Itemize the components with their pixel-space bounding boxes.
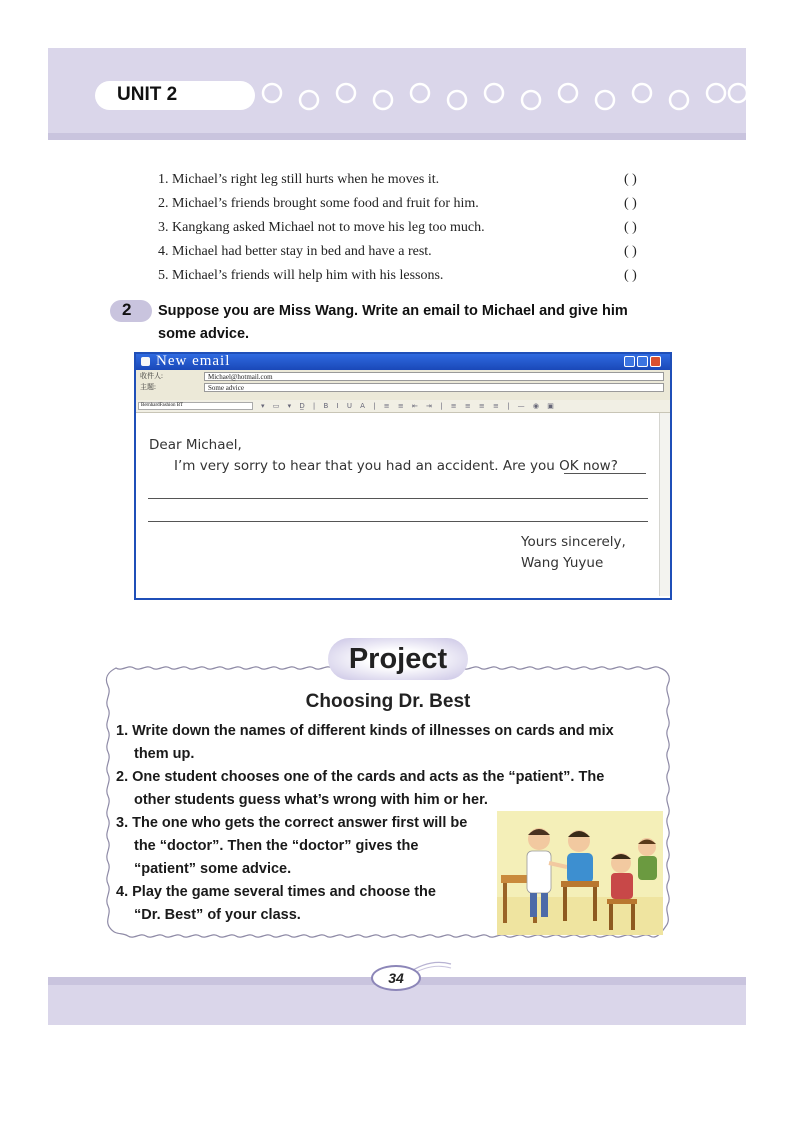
deco-circle — [411, 84, 429, 102]
header-stripe — [48, 133, 746, 140]
list-item — [158, 168, 668, 192]
deco-circle — [633, 84, 651, 102]
task-instruction-line: some advice. — [158, 326, 250, 342]
writing-line — [148, 498, 648, 499]
project-step-line: 2. One student chooses one of the cards and acts as the “patient”. The — [116, 769, 605, 785]
task-number: 2 — [122, 300, 132, 319]
question-text: 4. Michael had better stay in bed and have a rest. — [158, 244, 432, 259]
question-text: 3. Kangkang asked Michael not to move his leg too much. — [158, 220, 485, 235]
project-step-line: “Dr. Best” of your class. — [134, 907, 301, 923]
project-step — [116, 812, 467, 881]
list-item — [158, 240, 668, 264]
close-button[interactable] — [650, 356, 661, 367]
to-label: 收件人: — [140, 372, 163, 380]
doctor-patient-illustration — [497, 811, 663, 935]
decorative-circles — [258, 80, 746, 114]
writing-line — [148, 521, 648, 522]
answer-blank[interactable]: ( ) — [624, 172, 637, 187]
to-field[interactable]: Michael@hotmail.com — [204, 372, 664, 381]
minimize-button[interactable] — [624, 356, 635, 367]
email-window — [134, 352, 672, 600]
true-false-list — [158, 168, 668, 288]
font-select[interactable]: BernhardFashion BT — [138, 402, 253, 410]
answer-blank[interactable]: ( ) — [624, 268, 637, 283]
email-signature: Wang Yuyue — [521, 555, 604, 571]
project-heading: Project — [348, 643, 448, 675]
answer-blank[interactable]: ( ) — [624, 220, 637, 235]
project-step-line: “patient” some advice. — [134, 861, 292, 877]
format-toolbar — [136, 400, 670, 413]
project-step — [116, 766, 604, 812]
question-text: 5. Michael’s friends will help him with his lessons. — [158, 268, 444, 283]
project-step-line: 3. The one who gets the correct answer first will be — [116, 815, 468, 831]
list-item — [158, 216, 668, 240]
project-step-line: 1. Write down the names of different kinds of illnesses on cards and mix — [116, 723, 614, 739]
email-header-fields — [136, 370, 670, 400]
unit-label: UNIT 2 — [117, 84, 178, 105]
list-item — [158, 192, 668, 216]
page-number: 34 — [388, 970, 404, 986]
project-step-line: them up. — [134, 746, 195, 762]
email-scrollbar[interactable] — [659, 413, 670, 596]
answer-blank[interactable]: ( ) — [624, 196, 637, 211]
project-step-line: the “doctor”. Then the “doctor” gives the — [134, 838, 419, 854]
writing-line — [564, 473, 646, 474]
deco-circle — [707, 84, 725, 102]
subject-field[interactable]: Some advice — [204, 383, 664, 392]
deco-circle — [596, 91, 614, 109]
email-opening: I’m very sorry to hear that you had an accident. Are you OK now? — [174, 458, 618, 474]
email-window-title: New email — [156, 353, 231, 369]
answer-blank[interactable]: ( ) — [624, 244, 637, 259]
deco-circle — [300, 91, 318, 109]
deco-circle — [670, 91, 688, 109]
format-buttons[interactable]: ▾ ▭ ▾ D̲ | B I U A | ≡ ≡ ⇤ ⇥ | ≡ ≡ ≡ ≡ | — ◉ ▣ — [261, 402, 557, 410]
deco-circle — [729, 84, 746, 102]
list-item — [158, 264, 668, 288]
deco-circle — [263, 84, 281, 102]
email-greeting: Dear Michael, — [149, 437, 242, 453]
deco-circle — [485, 84, 503, 102]
deco-circle — [559, 84, 577, 102]
deco-circle — [374, 91, 392, 109]
email-closing: Yours sincerely, — [521, 534, 626, 550]
maximize-button[interactable] — [637, 356, 648, 367]
project-title: Choosing Dr. Best — [305, 691, 471, 712]
project-step — [116, 881, 436, 927]
project-step — [116, 720, 614, 766]
email-titlebar — [136, 354, 670, 370]
project-step-line: other students guess what’s wrong with him or her. — [134, 792, 488, 808]
task-instruction-line: Suppose you are Miss Wang. Write an email to Michael and give him — [158, 303, 628, 319]
subject-label: 主题: — [140, 383, 156, 391]
question-text: 2. Michael’s friends brought some food and fruit for him. — [158, 196, 479, 211]
question-text: 1. Michael’s right leg still hurts when he moves it. — [158, 172, 440, 187]
deco-circle — [448, 91, 466, 109]
email-app-icon — [141, 357, 150, 366]
deco-circle — [522, 91, 540, 109]
project-step-line: 4. Play the game several times and choose the — [116, 884, 436, 900]
email-body[interactable] — [136, 413, 658, 596]
deco-circle — [337, 84, 355, 102]
task-instruction — [158, 300, 678, 346]
